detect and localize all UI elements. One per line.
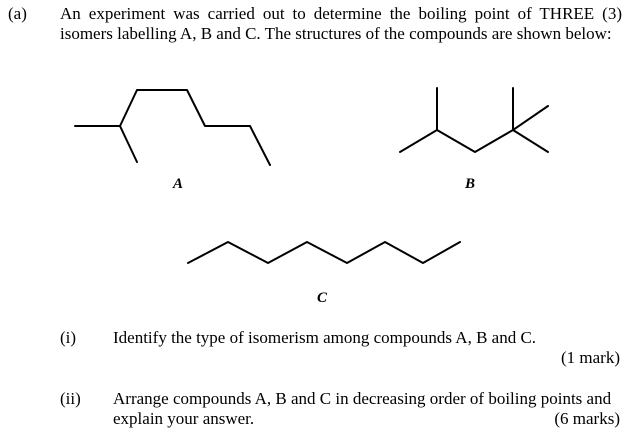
question-i-number: (i) — [60, 328, 77, 347]
structure-b — [400, 106, 548, 152]
label-compound-b: B — [465, 176, 476, 192]
structure-a-branch — [120, 126, 137, 162]
question-ii-marks: (6 marks) — [554, 409, 620, 428]
question-i-marks: (1 mark) — [560, 348, 620, 367]
part-label: (a) — [8, 4, 27, 23]
label-compound-c: C — [317, 290, 328, 306]
question-intro: An experiment was carried out to determine the boiling point of THREE (3) isomers labelling A, B and C. The structures of the compounds are shown below: — [60, 4, 622, 43]
question-ii-text: Arrange compounds A, B and C in decreasing order of boiling points and explain your answer. — [113, 389, 612, 428]
structure-b-branch-3 — [513, 130, 548, 152]
label-compound-a: A — [173, 176, 184, 192]
structure-c — [188, 242, 460, 263]
structure-a — [75, 90, 270, 165]
question-i-text: Identify the type of isomerism among compounds A, B and C. — [113, 328, 537, 347]
question-ii-number: (ii) — [60, 389, 81, 408]
